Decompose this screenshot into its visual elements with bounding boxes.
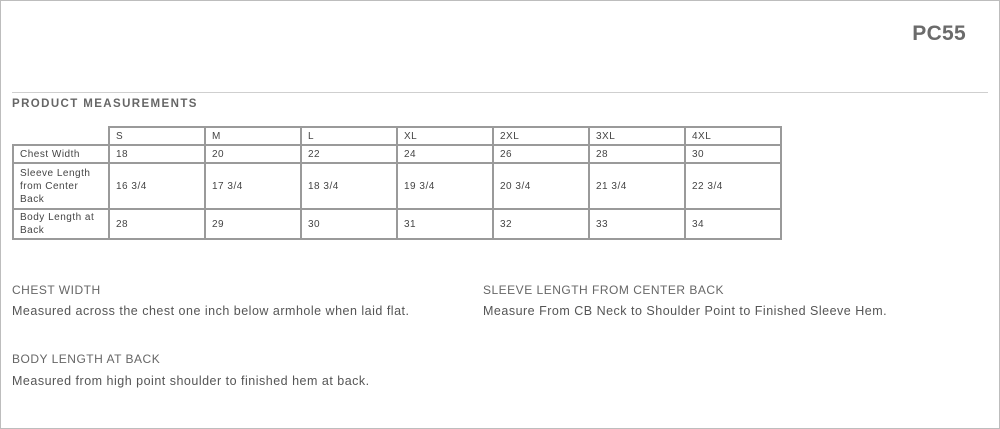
size-header-4xl: 4XL <box>685 127 781 145</box>
table-cell: 20 3/4 <box>493 163 589 209</box>
table-cell: 20 <box>205 145 301 163</box>
sleeve-length-description: Measure From CB Neck to Shoulder Point to Finished Sleeve Hem. <box>483 304 888 318</box>
table-header-row <box>13 127 781 145</box>
row-label-body-length: Body Length at Back <box>13 209 109 239</box>
header-divider <box>12 92 988 93</box>
table-cell: 17 3/4 <box>205 163 301 209</box>
table-cell: 22 <box>301 145 397 163</box>
table-cell: 19 3/4 <box>397 163 493 209</box>
table-cell: 30 <box>685 145 781 163</box>
table-cell: 34 <box>685 209 781 239</box>
sleeve-length-heading: SLEEVE LENGTH FROM CENTER BACK <box>483 283 725 297</box>
table-cell: 28 <box>109 209 205 239</box>
section-title: PRODUCT MEASUREMENTS <box>12 98 198 110</box>
table-cell: 18 <box>109 145 205 163</box>
measurements-table <box>12 126 782 240</box>
table-cell: 16 3/4 <box>109 163 205 209</box>
product-code: PC55 <box>912 22 966 45</box>
table-cell: 21 3/4 <box>589 163 685 209</box>
table-cell: 32 <box>493 209 589 239</box>
size-header-s: S <box>109 127 205 145</box>
table-cell: 24 <box>397 145 493 163</box>
body-length-heading: BODY LENGTH AT BACK <box>12 352 161 366</box>
chest-width-description: Measured across the chest one inch below armhole when laid flat. <box>12 304 410 318</box>
table-cell: 26 <box>493 145 589 163</box>
size-header-2xl: 2XL <box>493 127 589 145</box>
table-cell: 18 3/4 <box>301 163 397 209</box>
size-header-m: M <box>205 127 301 145</box>
table-cell: 22 3/4 <box>685 163 781 209</box>
table-corner-cell <box>13 127 109 145</box>
chest-width-heading: CHEST WIDTH <box>12 283 101 297</box>
table-cell: 33 <box>589 209 685 239</box>
size-header-l: L <box>301 127 397 145</box>
body-length-description: Measured from high point shoulder to finished hem at back. <box>12 374 370 388</box>
row-label-sleeve-length: Sleeve Length from Center Back <box>13 163 109 209</box>
table-cell: 28 <box>589 145 685 163</box>
table-row-body-length <box>13 209 781 239</box>
table-cell: 29 <box>205 209 301 239</box>
size-header-3xl: 3XL <box>589 127 685 145</box>
size-header-xl: XL <box>397 127 493 145</box>
table-cell: 30 <box>301 209 397 239</box>
row-label-chest-width: Chest Width <box>13 145 109 163</box>
table-row-sleeve-length <box>13 163 781 209</box>
table-cell: 31 <box>397 209 493 239</box>
table-row-chest-width <box>13 145 781 163</box>
